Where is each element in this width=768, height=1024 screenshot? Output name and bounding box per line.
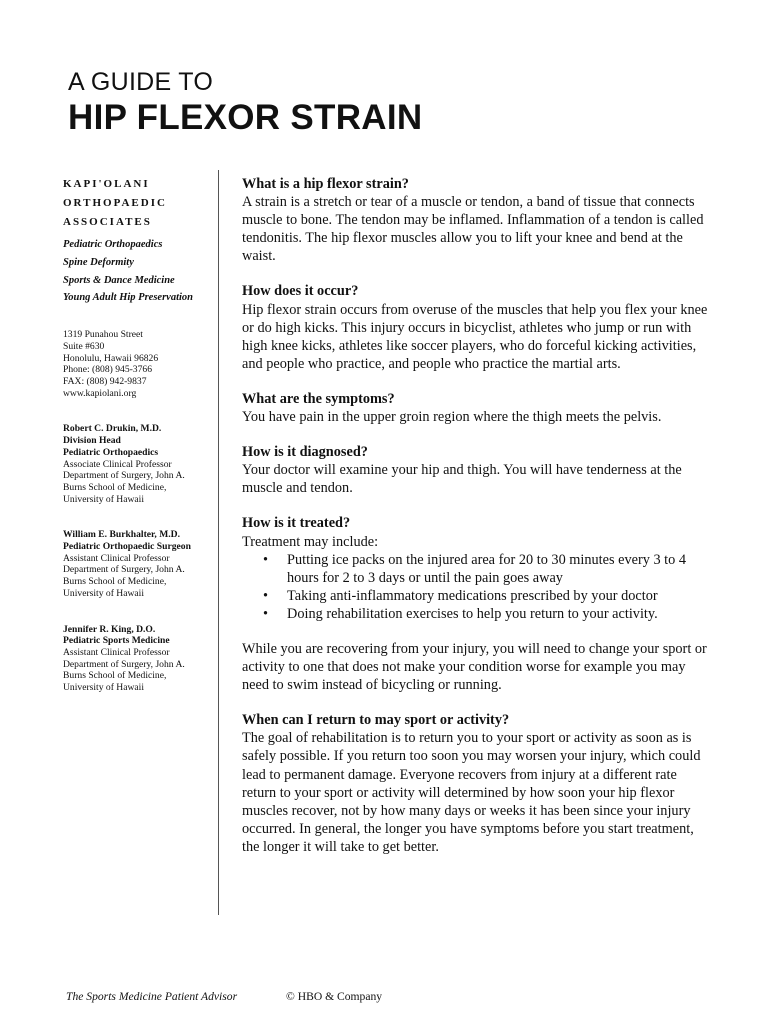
- address-phone: Phone: (808) 945-3766: [63, 364, 152, 376]
- doctor-title: Pediatric Orthopaedics: [63, 446, 159, 458]
- section-body: The goal of rehabilitation is to return you to your sport or activity as soon as is safely possible. If you return too soon you may worsen your injury, which could lead to permanent damage. Everyone recovers from injury at a different rate return to your sport or activity will determined by how soon your hip flexor muscles recover, not by how many days or weeks it has been since your injury occurred. In general, the longer you have symptoms before you start treatment, the longer it will take to get better.: [242, 730, 701, 855]
- doctor-name: Jennifer R. King, D.O.: [63, 623, 156, 635]
- section-heading: How does it occur?: [242, 283, 359, 300]
- address-city: Honolulu, Hawaii 96826: [63, 352, 159, 364]
- address-street: 1319 Punahou Street: [63, 329, 143, 341]
- section-body: Hip flexor strain occurs from overuse of the muscles that help you flex your knee or do high kicks. This injury occurs in bicyclist, athletes who jump or run with high knee kicks, athletes like soccer players, who do forceful kicking activities, and people who practice, and people who practice the martial arts.: [242, 301, 708, 372]
- doctor-title: Pediatric Sports Medicine: [63, 635, 170, 647]
- doctor-name: Robert C. Drukin, M.D.: [63, 423, 162, 435]
- doctor-line: Department of Surgery, John A.: [63, 658, 185, 670]
- specialty-item: Spine Deformity: [63, 256, 134, 268]
- address-website: www.kapiolani.org: [63, 387, 137, 399]
- specialty-item: Pediatric Orthopaedics: [63, 239, 163, 250]
- treatment-item: • Doing rehabilitation exercises to help you return to your activity.: [287, 605, 712, 623]
- treatment-item: • Taking anti-inflammatory medications prescribed by your doctor: [287, 587, 712, 605]
- sidebar: [63, 175, 213, 694]
- section-body: While you are recovering from your injury, you will need to change your sport or activity to one that does not make your condition worse for example you may need to swim instead of bicycling or running.: [242, 640, 707, 694]
- doctor-line: Department of Surgery, John A.: [63, 564, 185, 576]
- address-suite: Suite #630: [63, 340, 105, 352]
- section-what-is: [242, 175, 712, 265]
- treatment-item: • Putting ice packs on the injured area for 20 to 30 minutes every 3 to 4 hours for 2 to 3 days or until the pain goes away: [287, 551, 712, 587]
- doctor-line: Associate Clinical Professor: [63, 458, 172, 470]
- section-symptoms: [242, 390, 712, 426]
- section-heading: When can I return to may sport or activity?: [242, 712, 510, 729]
- doctor-title: Pediatric Orthopaedic Surgeon: [63, 541, 191, 553]
- title-prefix: A GUIDE TO: [68, 68, 214, 96]
- section-body: You have pain in the upper groin region where the thigh meets the pelvis.: [242, 409, 662, 426]
- doctor-line: Department of Surgery, John A.: [63, 470, 185, 482]
- doctor-entry: [63, 624, 213, 694]
- treatment-list: [242, 551, 712, 623]
- org-name: KAPI'OLANI ORTHOPAEDIC ASSOCIATES: [63, 178, 167, 228]
- address-block: [63, 329, 213, 399]
- doctor-line: Assistant Clinical Professor: [63, 646, 170, 658]
- doctor-entry: [63, 423, 213, 505]
- section-return: [242, 711, 712, 856]
- footer-copyright: © HBO & Company: [286, 990, 383, 1003]
- doctor-line: University of Hawaii: [63, 682, 144, 694]
- section-body: Your doctor will examine your hip and thigh. You will have tenderness at the muscle and tendon.: [242, 462, 682, 497]
- column-divider: [218, 170, 219, 915]
- section-diagnosed: [242, 443, 712, 497]
- address-fax: FAX: (808) 942-9837: [63, 376, 147, 387]
- doctor-name: William E. Burkhalter, M.D.: [63, 529, 180, 541]
- doctor-entry: [63, 529, 213, 599]
- doctor-line: University of Hawaii: [63, 587, 144, 599]
- footer-publication: The Sports Medicine Patient Advisor: [66, 990, 238, 1003]
- doctor-title: Division Head: [63, 435, 121, 447]
- section-heading: How is it diagnosed?: [242, 444, 368, 461]
- main-content: [242, 175, 712, 873]
- section-heading: What is a hip flexor strain?: [242, 176, 409, 192]
- doctor-line: Burns School of Medicine,: [63, 670, 167, 682]
- section-heading: How is it treated?: [242, 515, 351, 532]
- section-treated: [242, 514, 712, 623]
- treatment-intro: Treatment may include:: [242, 533, 379, 550]
- doctor-line: Assistant Clinical Professor: [63, 552, 170, 564]
- doctor-line: Burns School of Medicine,: [63, 481, 167, 493]
- section-body: A strain is a stretch or tear of a muscle or tendon, a band of tissue that connects muscle to bone. The tendon may be inflamed. Inflammation of a tendon is called tendonitis. The hip flexor muscles allow you to lift your knee and bend at the waist.: [242, 194, 704, 265]
- section-heading: What are the symptoms?: [242, 390, 395, 407]
- specialty-list: [63, 236, 213, 307]
- section-how-occur: [242, 282, 712, 372]
- section-recovery-note: [242, 640, 712, 694]
- doctor-line: University of Hawaii: [63, 493, 144, 505]
- doctor-line: Burns School of Medicine,: [63, 576, 167, 588]
- specialty-item: Young Adult Hip Preservation: [63, 292, 194, 304]
- specialty-item: Sports & Dance Medicine: [63, 274, 175, 286]
- page-title: HIP FLEXOR STRAIN: [68, 98, 423, 137]
